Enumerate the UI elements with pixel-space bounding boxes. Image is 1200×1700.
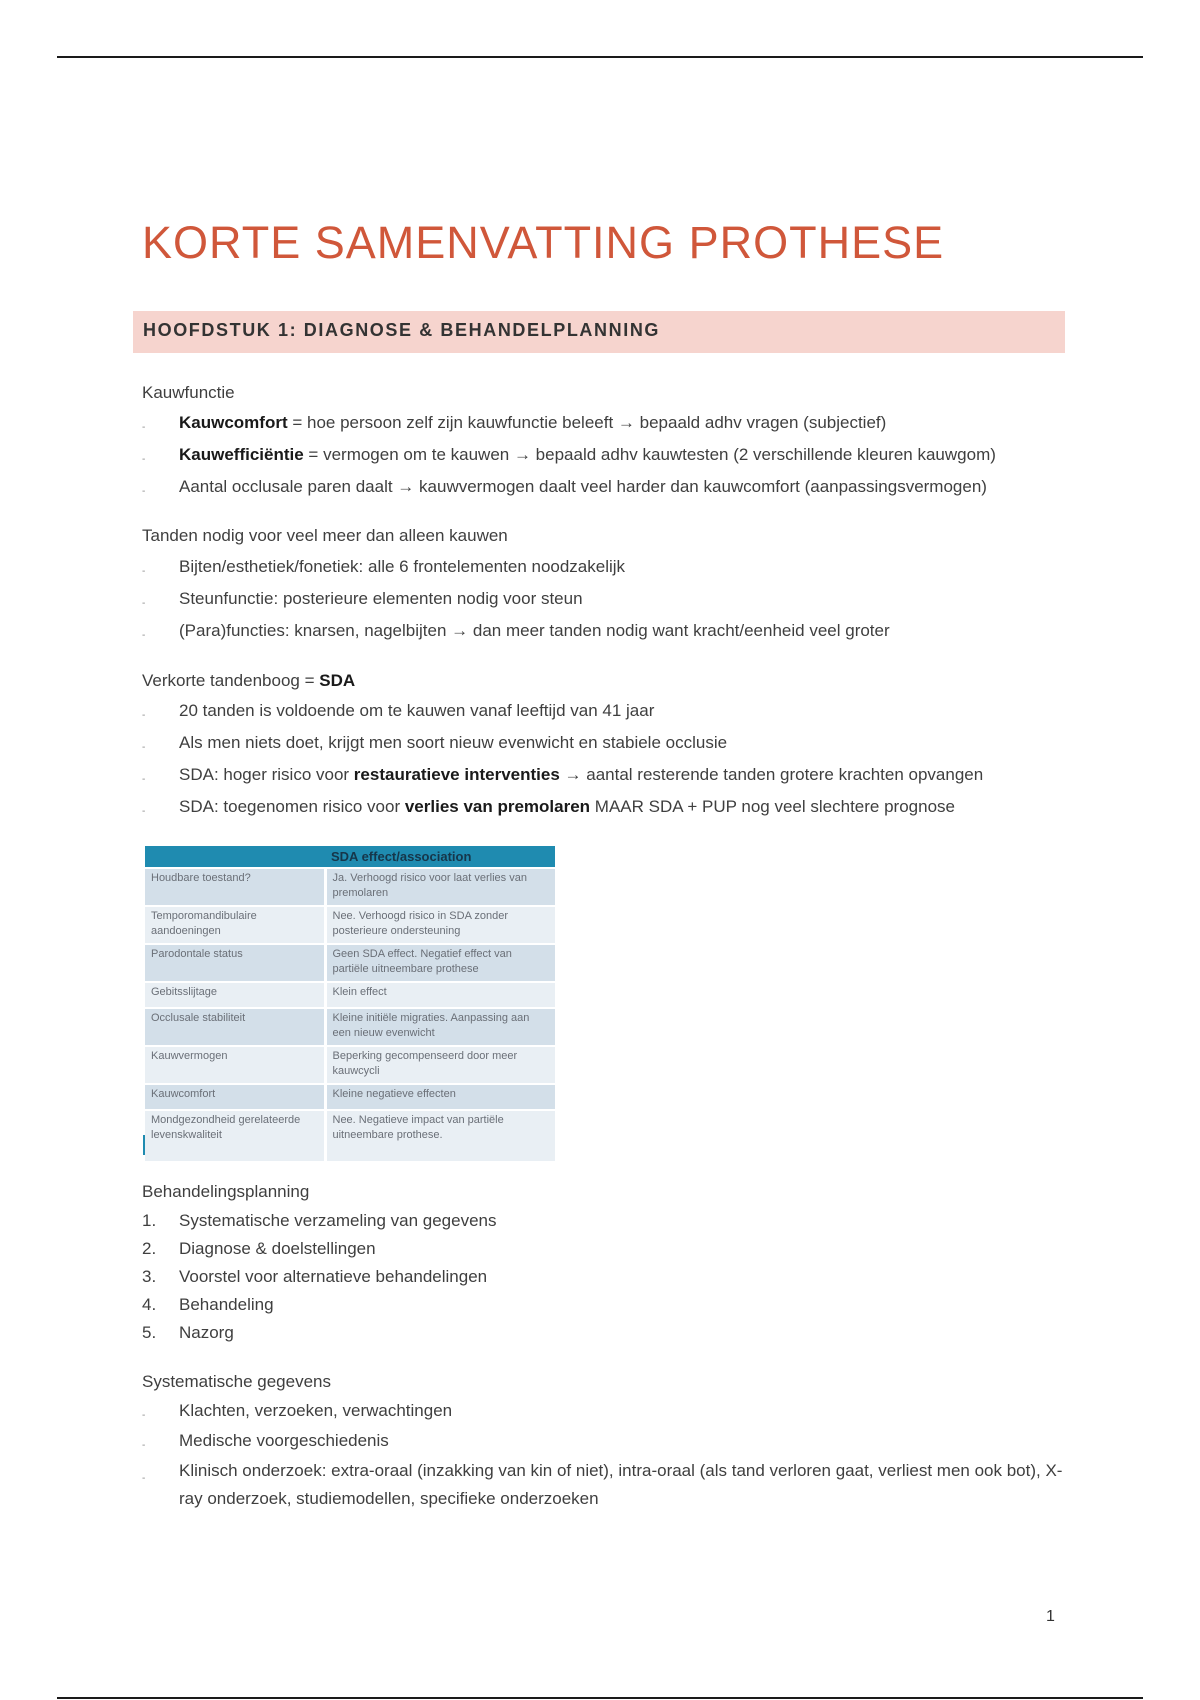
table-header-row bbox=[145, 846, 555, 868]
list-item bbox=[142, 1294, 1072, 1322]
step-number: 3. bbox=[142, 1267, 157, 1286]
sda-title-bold: SDA bbox=[319, 671, 356, 690]
list-item bbox=[142, 764, 1072, 796]
section-title-kauwfunctie: Kauwfunctie bbox=[142, 383, 235, 402]
item-text: Bijten/esthetiek/fonetiek: alle 6 frontelementen noodzakelijk bbox=[179, 557, 626, 576]
list-item bbox=[142, 1400, 1072, 1430]
table-cell: Temporomandibulaire aandoeningen bbox=[145, 906, 325, 944]
table-cell: Kauwvermogen bbox=[145, 1046, 325, 1084]
kauwfunctie-list bbox=[142, 412, 1072, 508]
chapter-heading bbox=[133, 311, 1065, 353]
item-text: (Para)functies: knarsen, nagelbijten → dan meer tanden nodig want kracht/eenheid veel groter bbox=[179, 621, 890, 640]
table-cell: Ja. Verhoogd risico voor laat verlies van premolaren bbox=[325, 868, 555, 906]
item-text: MAAR SDA + PUP nog veel slechtere prognose bbox=[590, 797, 955, 816]
item-text: Diagnose & doelstellingen bbox=[179, 1239, 376, 1258]
table-cell: Nee. Verhoogd risico in SDA zonder posterieure ondersteuning bbox=[325, 906, 555, 944]
item-text: → aantal resterende tanden grotere krachten opvangen bbox=[559, 765, 984, 784]
table-cell: Klein effect bbox=[325, 982, 555, 1008]
sda-effect-table bbox=[145, 846, 555, 1161]
list-item bbox=[142, 444, 1072, 476]
bullet-marker: - bbox=[142, 1410, 146, 1421]
item-text: SDA: toegenomen risico voor bbox=[179, 797, 405, 816]
table-cell: Parodontale status bbox=[145, 944, 325, 982]
item-text: Voorstel voor alternatieve behandelingen bbox=[179, 1267, 488, 1286]
table-row bbox=[145, 1110, 555, 1161]
list-item bbox=[142, 700, 1072, 732]
section-title-sda bbox=[142, 671, 355, 691]
list-item bbox=[142, 1266, 1072, 1294]
table-row bbox=[145, 1084, 555, 1110]
table-cell: Beperking gecompenseerd door meer kauwcycli bbox=[325, 1046, 555, 1084]
table-row bbox=[145, 1008, 555, 1046]
footer-rule bbox=[57, 1697, 1143, 1699]
bold-term: Kauwefficiëntie bbox=[179, 445, 304, 464]
item-text: = vermogen om te kauwen → bepaald adhv kauwtesten (2 verschillende kleuren kauwgom) bbox=[303, 445, 996, 464]
section-title-tanden: Tanden nodig voor veel meer dan alleen kauwen bbox=[142, 526, 508, 545]
list-item bbox=[142, 1322, 1072, 1350]
behandeling-steps bbox=[142, 1210, 1072, 1350]
header-rule bbox=[57, 56, 1143, 58]
table-cell: Occlusale stabiliteit bbox=[145, 1008, 325, 1046]
item-text: SDA: hoger risico voor bbox=[179, 765, 354, 784]
item-text: 20 tanden is voldoende om te kauwen vanaf leeftijd van 41 jaar bbox=[179, 701, 655, 720]
item-text: Steunfunctie: posterieure elementen nodig voor steun bbox=[179, 589, 583, 608]
list-item bbox=[142, 412, 1072, 444]
item-text: Behandeling bbox=[179, 1295, 274, 1314]
table-cell: Kleine negatieve effecten bbox=[325, 1084, 555, 1110]
table-cell: Houdbare toestand? bbox=[145, 868, 325, 906]
bullet-marker: - bbox=[142, 1473, 146, 1484]
list-item bbox=[142, 556, 1072, 588]
bullet-marker: - bbox=[142, 486, 146, 497]
table-row bbox=[145, 982, 555, 1008]
item-text: Nazorg bbox=[179, 1323, 234, 1342]
step-number: 1. bbox=[142, 1211, 157, 1230]
table-cell: Geen SDA effect. Negatief effect van partiële uitneembare prothese bbox=[325, 944, 555, 982]
table-cell: Nee. Negatieve impact van partiële uitneembare prothese. bbox=[325, 1110, 555, 1161]
section-title-behandelingsplanning: Behandelingsplanning bbox=[142, 1182, 310, 1201]
section-title-gegevens: Systematische gegevens bbox=[142, 1372, 331, 1391]
item-text: Systematische verzameling van gegevens bbox=[179, 1211, 497, 1230]
tanden-list bbox=[142, 556, 1072, 652]
list-item bbox=[142, 1430, 1072, 1460]
bullet-marker: - bbox=[142, 1440, 146, 1451]
table-edge-mark bbox=[143, 1135, 145, 1155]
item-text: Medische voorgeschiedenis bbox=[179, 1431, 389, 1450]
list-item bbox=[142, 476, 1072, 508]
step-number: 5. bbox=[142, 1323, 157, 1342]
item-text: Klinisch onderzoek: extra-oraal (inzakking van kin of niet), intra-oraal (als tand verloren gaat, verliest men ook bot), X-ray onderzoek, studiemodellen, specifieke onderzoeken bbox=[179, 1461, 1063, 1508]
bullet-marker: - bbox=[142, 422, 146, 433]
step-number: 4. bbox=[142, 1295, 157, 1314]
list-item bbox=[142, 1210, 1072, 1238]
table-cell: Mondgezondheid gerelateerde levenskwaliteit bbox=[145, 1110, 325, 1161]
table-row bbox=[145, 1046, 555, 1084]
table-row bbox=[145, 906, 555, 944]
sda-list bbox=[142, 700, 1072, 828]
item-text: Klachten, verzoeken, verwachtingen bbox=[179, 1401, 453, 1420]
table-row bbox=[145, 944, 555, 982]
table-header-cell: SDA effect/association bbox=[325, 846, 555, 868]
bold-term: Kauwcomfort bbox=[179, 413, 288, 432]
bullet-marker: - bbox=[142, 598, 146, 609]
list-item bbox=[142, 620, 1072, 652]
bullet-marker: - bbox=[142, 774, 146, 785]
bullet-marker: - bbox=[142, 454, 146, 465]
bullet-marker: - bbox=[142, 742, 146, 753]
step-number: 2. bbox=[142, 1239, 157, 1258]
list-item bbox=[142, 1238, 1072, 1266]
bullet-marker: - bbox=[142, 710, 146, 721]
bullet-marker: - bbox=[142, 806, 146, 817]
bullet-marker: - bbox=[142, 630, 146, 641]
item-text: = hoe persoon zelf zijn kauwfunctie beleeft → bepaald adhv vragen (subjectief) bbox=[287, 413, 887, 432]
sda-title-prefix: Verkorte tandenboog = bbox=[142, 671, 320, 690]
bold-term: restauratieve interventies bbox=[353, 765, 560, 784]
item-text: Als men niets doet, krijgt men soort nieuw evenwicht en stabiele occlusie bbox=[179, 733, 728, 752]
table-cell: Gebitsslijtage bbox=[145, 982, 325, 1008]
bold-term: verlies van premolaren bbox=[404, 797, 591, 816]
document-title: KORTE SAMENVATTING PROTHESE bbox=[142, 217, 945, 268]
chapter-heading-text: HOOFDSTUK 1: DIAGNOSE & BEHANDELPLANNING bbox=[143, 320, 661, 340]
bullet-marker: - bbox=[142, 566, 146, 577]
page-number: 1 bbox=[1046, 1608, 1055, 1625]
list-item bbox=[142, 732, 1072, 764]
gegevens-list bbox=[142, 1400, 1072, 1516]
table-row bbox=[145, 868, 555, 906]
table-cell: Kauwcomfort bbox=[145, 1084, 325, 1110]
item-text: Aantal occlusale paren daalt → kauwvermogen daalt veel harder dan kauwcomfort (aanpassingsvermogen) bbox=[179, 477, 987, 496]
list-item bbox=[142, 796, 1072, 828]
list-item bbox=[142, 588, 1072, 620]
table-header-cell bbox=[145, 846, 325, 868]
table-cell: Kleine initiële migraties. Aanpassing aan een nieuw evenwicht bbox=[325, 1008, 555, 1046]
list-item bbox=[142, 1457, 1072, 1513]
